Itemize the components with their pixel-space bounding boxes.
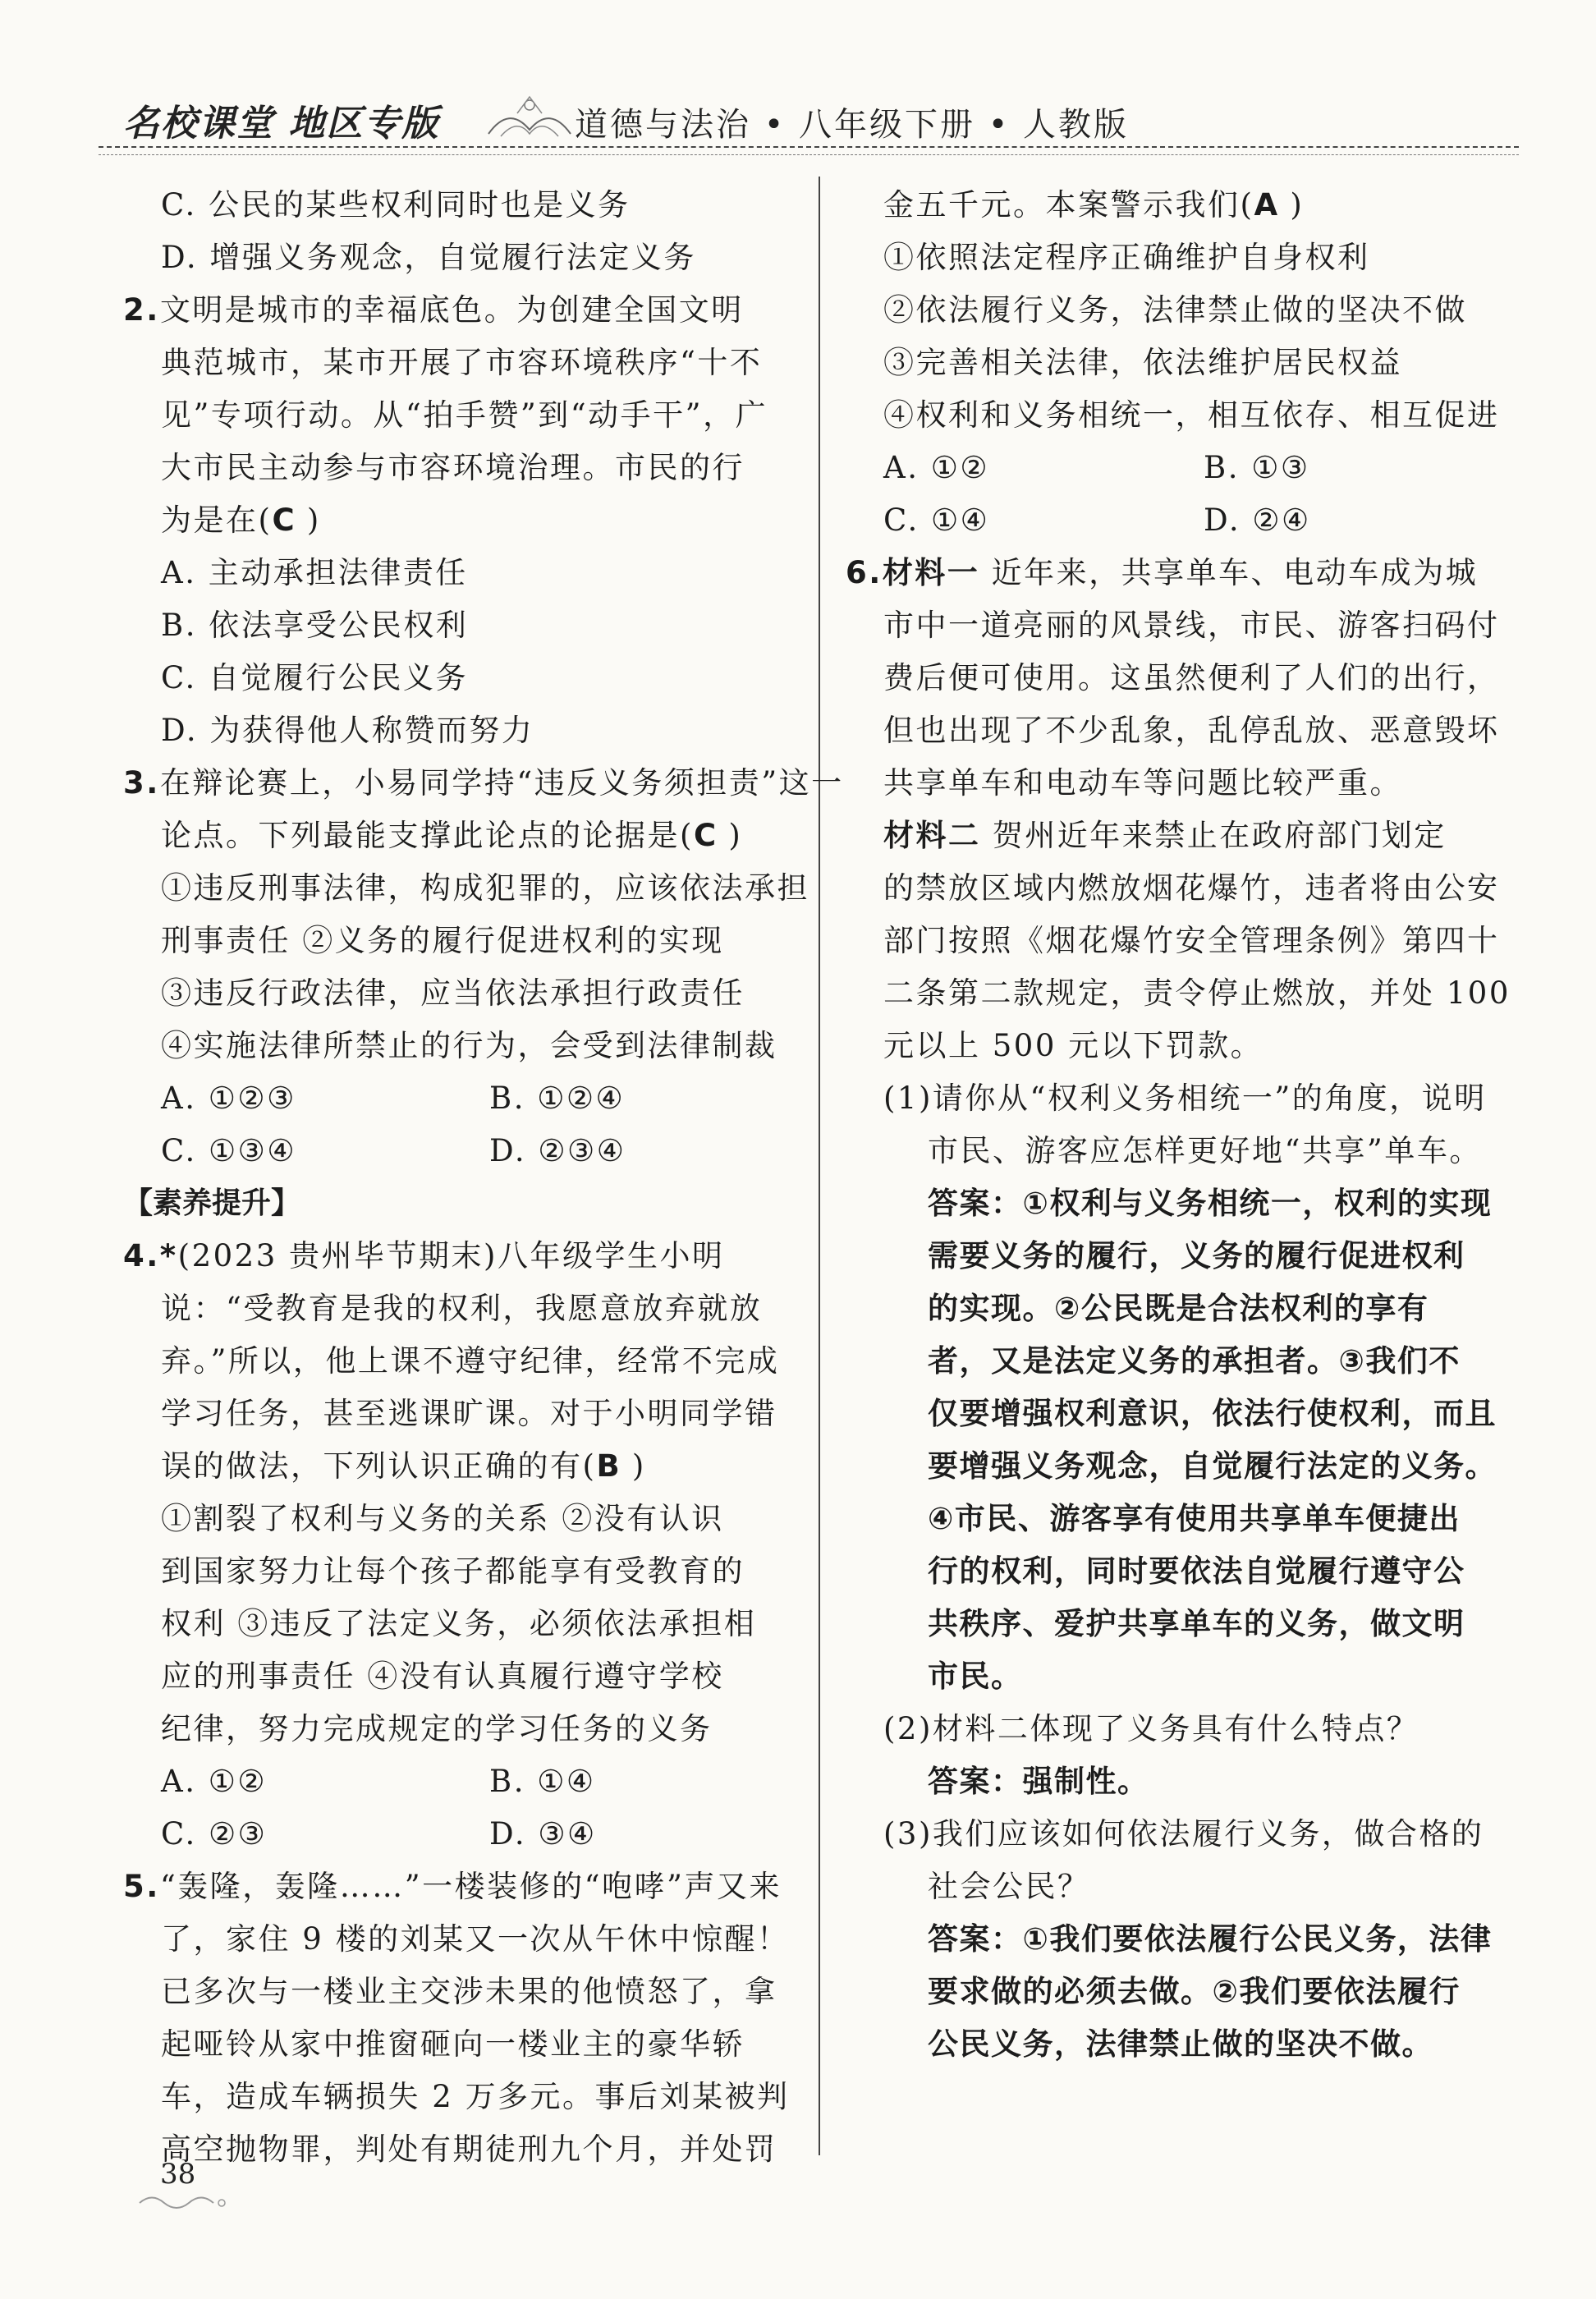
text-line <box>123 1283 788 1335</box>
answer-paren: ) <box>620 1448 646 1484</box>
line-text: 学习任务，甚至逃课旷课。对于小明同学错 <box>161 1396 777 1431</box>
option-row <box>846 494 1527 547</box>
question-line <box>846 547 1527 599</box>
line-text: ③完善相关法律，依法维护居民权益 <box>883 345 1402 380</box>
text-line <box>123 862 809 915</box>
page-number: 38 <box>160 2158 196 2191</box>
line-text: 在辩论赛上，小易同学持“违反义务须担责”这一 <box>159 765 844 801</box>
answer-paren: ) <box>1278 187 1305 223</box>
line-text: 车，造成车辆损失 2 万多元。事后刘某被判 <box>161 2079 790 2114</box>
line-text: 社会公民？ <box>928 1869 1090 1904</box>
text-line <box>846 1703 1527 1755</box>
line-text: (2)材料二体现了义务具有什么特点？ <box>883 1711 1419 1746</box>
line-text: 二条第二款规定，责令停止燃放，并处 100 <box>883 975 1511 1011</box>
line-text: 到国家努力让每个孩子都能享有受教育的 <box>161 1553 745 1589</box>
line-text: 大市民主动参与市容环境治理。市民的行 <box>161 450 745 485</box>
option-choice: A. ①② <box>161 1764 268 1799</box>
text-line <box>846 652 1527 704</box>
line-text: 的禁放区域内燃放烟花爆竹，违者将由公安 <box>883 870 1500 906</box>
line-text: ④实施法律所禁止的行为，会受到法律制裁 <box>161 1028 777 1063</box>
text-line <box>846 967 1527 1020</box>
text-line <box>846 1125 1527 1177</box>
option-choice: A. ①② <box>883 450 990 485</box>
line-text: 弃。”所以，他上课不遵守纪律，经常不完成 <box>161 1343 780 1379</box>
text-line <box>846 1808 1527 1861</box>
answer-letter: B <box>596 1448 621 1484</box>
line-text: 但也出现了不少乱象，乱停乱放、恶意毁坏 <box>883 713 1500 748</box>
answer-text: 者，又是法定义务的承担者。③我们不 <box>928 1343 1461 1379</box>
material-label: 材料一 <box>882 555 980 590</box>
line-text: 误的做法，下列认识正确的有( <box>161 1448 597 1484</box>
answer-text: 要增强义务观念，自觉履行法定的义务。 <box>928 1448 1497 1484</box>
option-choice: C. ①④ <box>883 502 990 538</box>
text-line <box>846 1861 1527 1913</box>
line-text: ②依法履行义务，法律禁止做的坚决不做 <box>883 292 1467 328</box>
answer-line <box>846 1913 1527 1966</box>
text-line <box>123 442 788 494</box>
text-line <box>123 389 788 442</box>
option-row <box>846 442 1527 494</box>
text-line <box>846 284 1527 337</box>
option-row <box>123 1808 788 1861</box>
material-label: 材料二 <box>883 818 981 853</box>
line-text: A. 主动承担法律责任 <box>161 555 468 590</box>
text-line <box>123 179 788 232</box>
text-line <box>123 1493 788 1545</box>
left-column <box>123 179 844 2176</box>
section-heading <box>123 1177 788 1230</box>
line-text: C. 公民的某些权利同时也是义务 <box>161 187 631 223</box>
line-text: (1)请你从“权利义务相统一”的角度，说明 <box>883 1081 1487 1116</box>
line-text: B. 依法享受公民权利 <box>161 608 469 643</box>
answer-text: 公民义务，法律禁止做的坚决不做。 <box>928 2026 1433 2062</box>
right-column <box>846 179 1527 2071</box>
answer-line <box>846 1598 1527 1650</box>
text-line <box>123 1913 788 1966</box>
line-text: 费后便可使用。这虽然便利了人们的出行， <box>883 660 1500 695</box>
line-text: ①依照法定程序正确维护自身权利 <box>883 240 1370 275</box>
text-line <box>123 1966 788 2018</box>
answer-letter: C <box>693 818 718 853</box>
line-text: 元以上 500 元以下罚款。 <box>883 1028 1264 1063</box>
text-line <box>846 599 1527 652</box>
line-text: 刑事责任 ②义务的履行促进权利的实现 <box>161 923 724 958</box>
header-rule <box>99 146 1519 148</box>
line-text: ④权利和义务相统一，相互依存、相互促进 <box>883 397 1500 433</box>
line-text: 权利 ③违反了法定义务，必须依法承担相 <box>161 1606 757 1641</box>
book-title: 道德与法治 • 八年级下册 • 人教版 <box>575 106 1130 144</box>
answer-text: ④市民、游客享有使用共享单车便捷出 <box>928 1501 1461 1536</box>
line-text: (2023 贵州毕节期末)八年级学生小明 <box>177 1238 725 1273</box>
text-line <box>846 757 1527 810</box>
answer-paren: ) <box>295 502 321 538</box>
text-line <box>846 337 1527 389</box>
line-text: 见”专项行动。从“拍手赞”到“动手干”，广 <box>161 397 768 433</box>
line-text: “轰隆，轰隆……”一楼装修的“咆哮”声又来 <box>159 1869 782 1904</box>
option-choice: D. ②④ <box>1204 502 1311 538</box>
option-choice: D. ②③④ <box>489 1133 626 1168</box>
text-line <box>123 1703 788 1755</box>
line-text: 市中一道亮丽的风景线，市民、游客扫码付 <box>883 608 1500 643</box>
line-text: 部门按照《烟花爆竹安全管理条例》第四十 <box>883 923 1500 958</box>
line-text: 了，家住 9 楼的刘某又一次从午休中惊醒！ <box>161 1921 790 1957</box>
text-line <box>123 1650 788 1703</box>
text-line <box>846 232 1527 284</box>
question-number: 3. <box>123 765 160 801</box>
line-text: 纪律，努力完成规定的学习任务的义务 <box>161 1711 713 1746</box>
text-line <box>123 1545 788 1598</box>
question-number: 2. <box>123 292 160 328</box>
text-line <box>123 1388 788 1440</box>
text-line <box>123 337 788 389</box>
header-rule-thin <box>99 154 1519 155</box>
line-text: D. 增强义务观念，自觉履行法定义务 <box>161 240 696 275</box>
answer-paren: ) <box>717 818 743 853</box>
text-line <box>846 704 1527 757</box>
text-line <box>846 810 1527 862</box>
option-choice: B. ①③ <box>1204 450 1310 485</box>
text-line <box>846 1020 1527 1072</box>
question-line <box>123 757 844 810</box>
option-choice: B. ①②④ <box>489 1081 626 1116</box>
line-text: 论点。下列最能支撑此论点的论据是( <box>161 818 694 853</box>
line-text: 起哑铃从家中推窗砸向一楼业主的豪华轿 <box>161 2026 745 2062</box>
answer-text: 答案：①权利与义务相统一，权利的实现 <box>928 1186 1493 1221</box>
line-text: 已多次与一楼业主交涉未果的他愤怒了，拿 <box>161 1974 777 2009</box>
line-text: 共享单车和电动车等问题比较严重。 <box>883 765 1402 801</box>
option-row <box>123 1072 788 1125</box>
answer-letter: C <box>272 502 296 538</box>
line-text: 贺州近年来禁止在政府部门划定 <box>980 818 1447 853</box>
answer-text: 答案：①我们要依法履行公民义务，法律 <box>928 1921 1493 1957</box>
text-line <box>846 1072 1527 1125</box>
line-text: C. 自觉履行公民义务 <box>161 660 469 695</box>
text-line <box>846 915 1527 967</box>
question-number: 4.* <box>123 1238 178 1273</box>
line-text: 金五千元。本案警示我们( <box>883 187 1254 223</box>
text-line <box>123 1335 788 1388</box>
text-line <box>123 547 788 599</box>
line-text: 近年来，共享单车、电动车成为城 <box>979 555 1479 590</box>
text-line <box>123 967 788 1020</box>
answer-text: 仅要增强权利意识，依法行使权利，而且 <box>928 1396 1497 1431</box>
line-text: ①违反刑事法律，构成犯罪的，应该依法承担 <box>161 870 809 906</box>
text-line <box>123 1598 788 1650</box>
text-line <box>123 915 788 967</box>
line-text: D. 为获得他人称赞而努力 <box>161 713 534 748</box>
option-row <box>123 1125 788 1177</box>
answer-text: 共秩序、爱护共享单车的义务，做文明 <box>928 1606 1465 1641</box>
line-text: 文明是城市的幸福底色。为创建全国文明 <box>159 292 744 328</box>
answer-text: 要求做的必须去做。②我们要依法履行 <box>928 1974 1461 2009</box>
answer-line <box>846 1177 1527 1230</box>
answer-letter: A <box>1254 187 1279 223</box>
answer-text: 答案：强制性。 <box>928 1764 1149 1799</box>
text-line <box>123 232 788 284</box>
line-text: ①割裂了权利与义务的关系 ②没有认识 <box>161 1501 724 1536</box>
answer-line <box>846 1493 1527 1545</box>
text-line <box>123 599 788 652</box>
answer-text: 市民。 <box>928 1659 1023 1694</box>
answer-line <box>846 1335 1527 1388</box>
question-number: 5. <box>123 1869 160 1904</box>
answer-line <box>846 1388 1527 1440</box>
text-line <box>123 652 788 704</box>
answer-text: 需要义务的履行，义务的履行促进权利 <box>928 1238 1465 1273</box>
answer-line <box>846 1966 1527 2018</box>
answer-line <box>846 1755 1527 1808</box>
text-line <box>123 2018 788 2071</box>
section-heading-text: 【素养提升】 <box>123 1186 301 1220</box>
question-line <box>123 1861 788 1913</box>
question-number: 6. <box>846 555 883 590</box>
answer-line <box>846 1230 1527 1283</box>
answer-line <box>846 2018 1527 2071</box>
text-line <box>123 494 788 547</box>
line-text: ③违反行政法律，应当依法承担行政责任 <box>161 975 745 1011</box>
text-line <box>846 179 1527 232</box>
line-text: (3)我们应该如何依法履行义务，做合格的 <box>883 1816 1484 1852</box>
option-choice: C. ②③ <box>161 1816 268 1852</box>
text-line <box>846 389 1527 442</box>
line-text: 典范城市，某市开展了市容环境秩序“十不 <box>161 345 763 380</box>
text-line <box>123 2123 788 2176</box>
line-text: 为是在( <box>161 502 273 538</box>
answer-line <box>846 1650 1527 1703</box>
line-text: 应的刑事责任 ④没有认真履行遵守学校 <box>161 1659 724 1694</box>
option-row <box>123 1755 788 1808</box>
text-line <box>123 1440 788 1493</box>
answer-line <box>846 1545 1527 1598</box>
option-choice: B. ①④ <box>489 1764 596 1799</box>
answer-text: 行的权利，同时要依法自觉履行遵守公 <box>928 1553 1465 1589</box>
question-line <box>123 284 788 337</box>
option-choice: D. ③④ <box>489 1816 597 1852</box>
line-text: 高空抛物罪，判处有期徒刑九个月，并处罚 <box>161 2132 777 2167</box>
text-line <box>123 810 788 862</box>
page-ornament-icon <box>135 2188 234 2213</box>
answer-line <box>846 1440 1527 1493</box>
page-header <box>99 89 1519 154</box>
text-line <box>123 2071 788 2123</box>
option-choice: C. ①③④ <box>161 1133 297 1168</box>
answer-text: 的实现。②公民既是合法权利的享有 <box>928 1291 1429 1326</box>
text-line <box>123 1020 788 1072</box>
line-text: 说：“受教育是我的权利，我愿意放弃就放 <box>161 1291 763 1326</box>
text-line <box>846 862 1527 915</box>
brand-title: 名校课堂 地区专版 <box>123 103 440 145</box>
text-line <box>123 704 788 757</box>
question-line <box>123 1230 788 1283</box>
column-divider <box>819 177 820 2155</box>
wave-ornament-icon <box>484 89 575 146</box>
option-choice: A. ①②③ <box>161 1081 296 1116</box>
answer-line <box>846 1283 1527 1335</box>
line-text: 市民、游客应怎样更好地“共享”单车。 <box>928 1133 1482 1168</box>
